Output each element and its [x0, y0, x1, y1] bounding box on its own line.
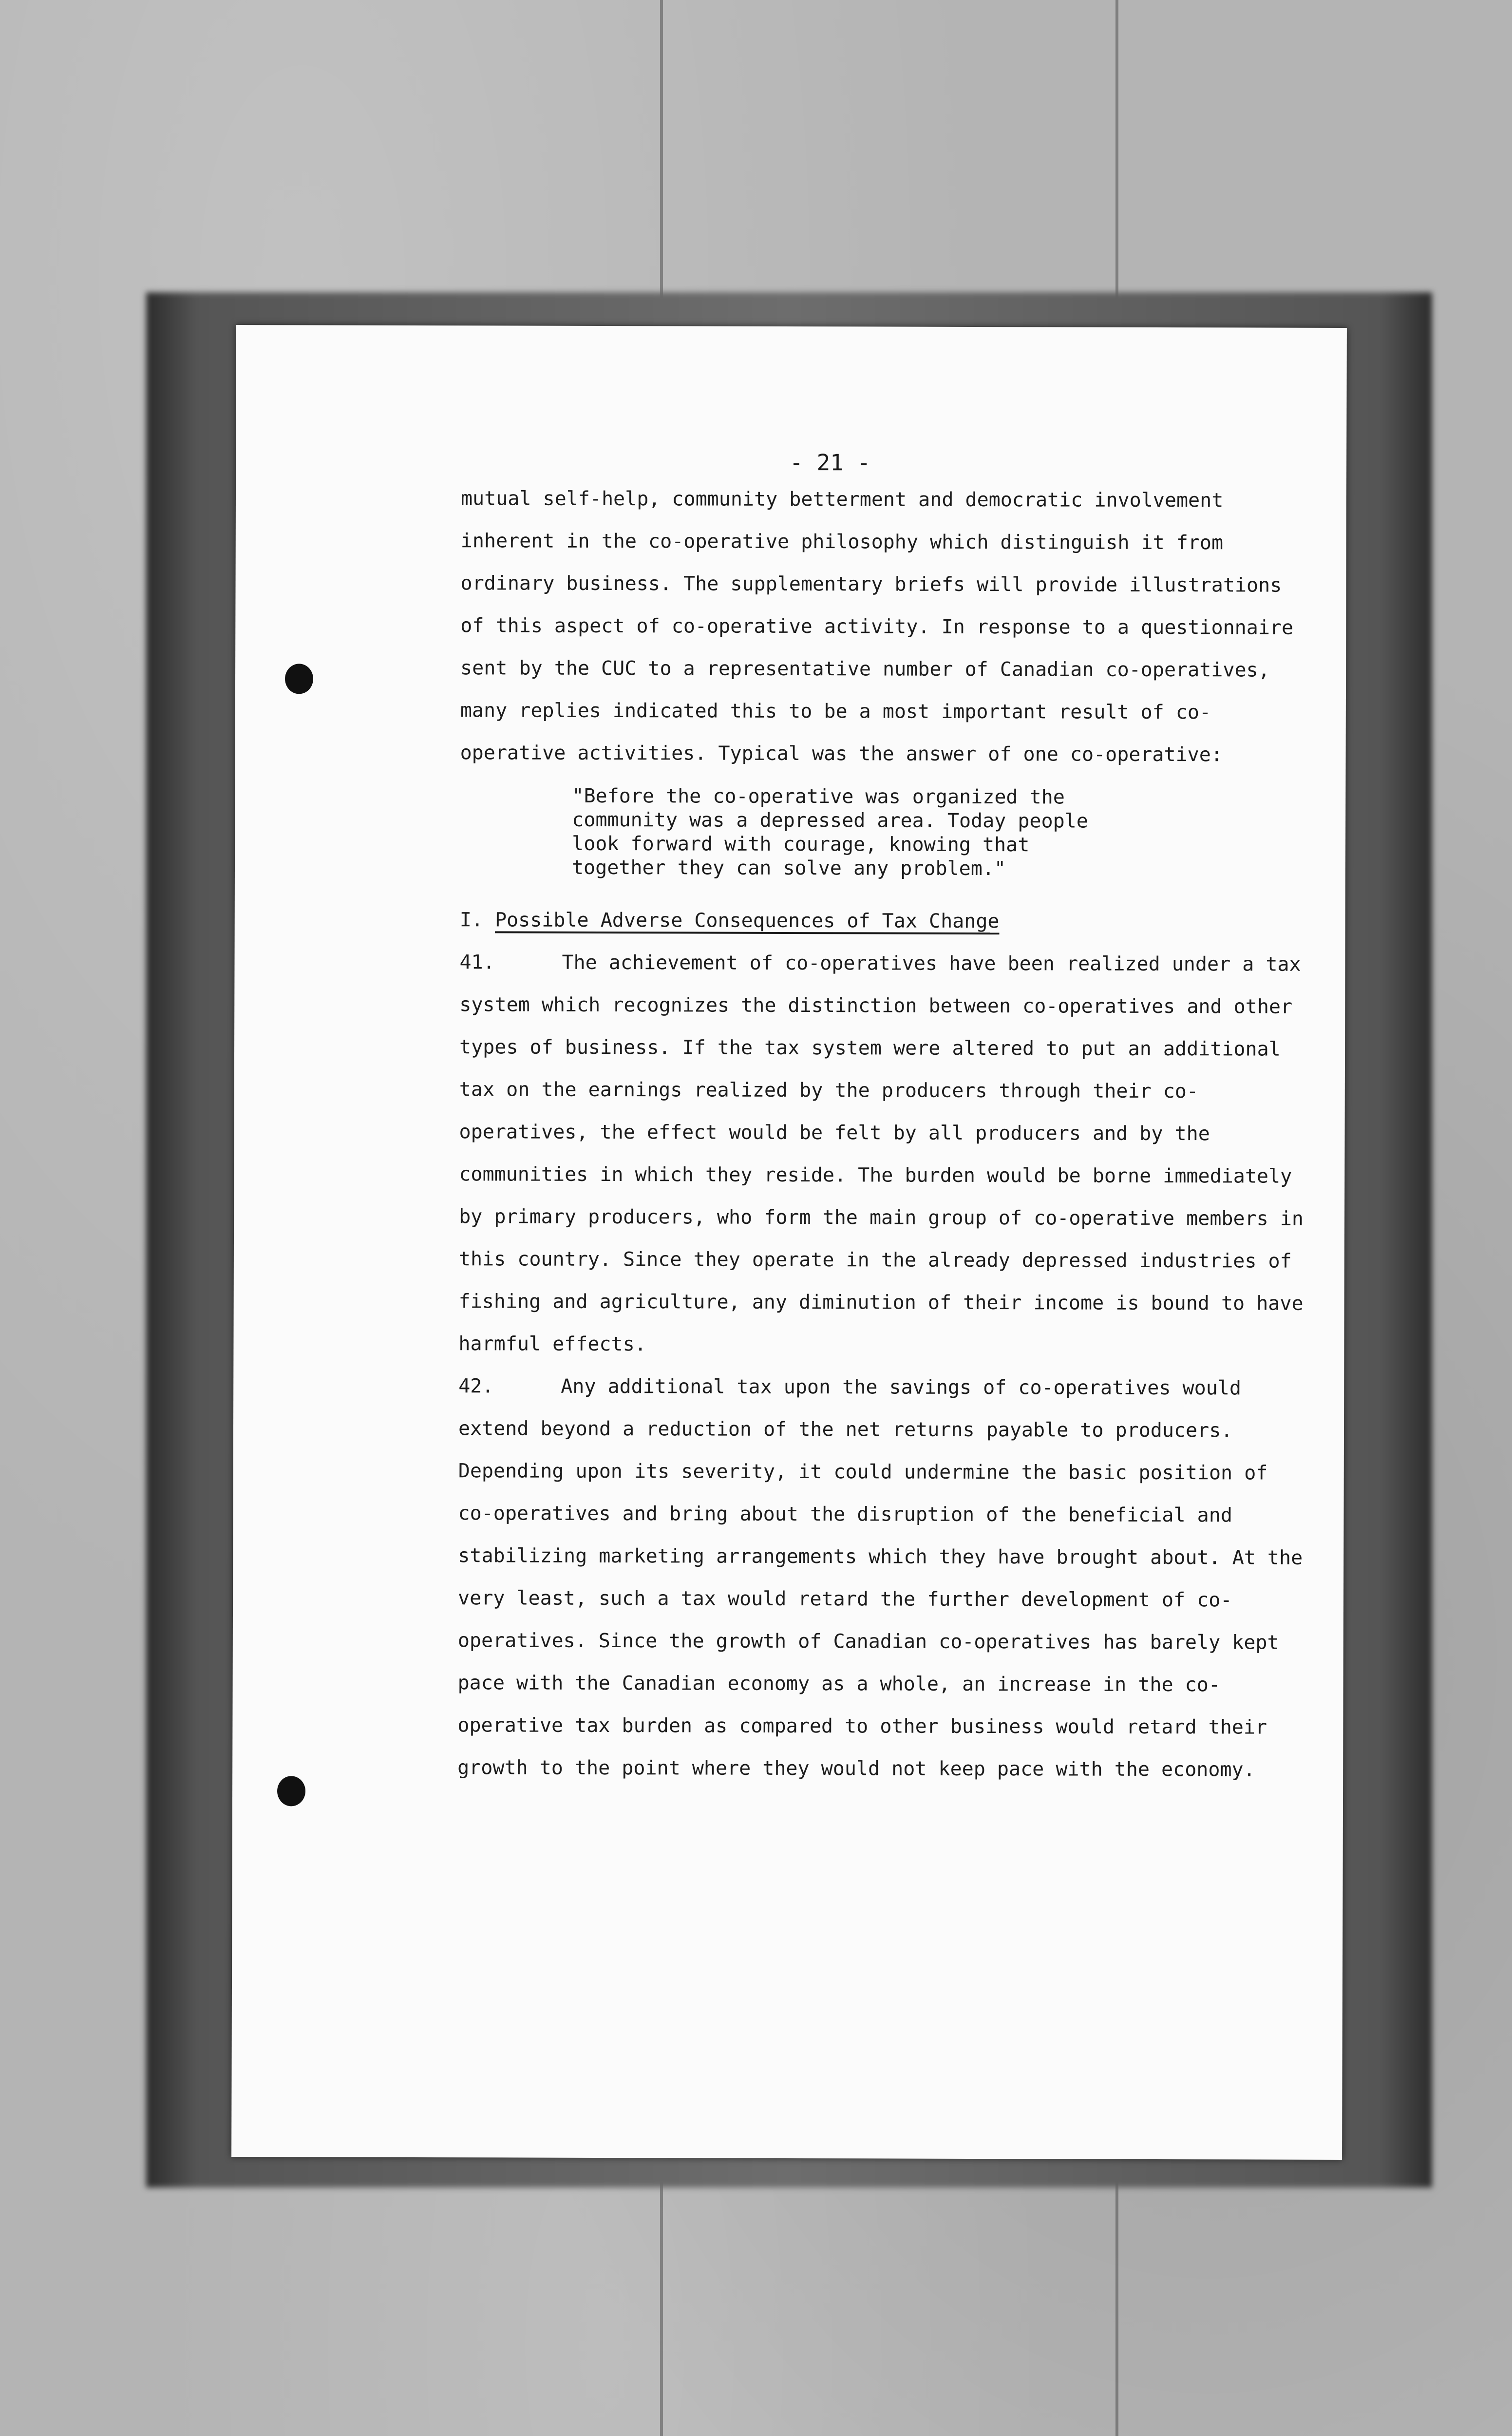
- numbered-paragraph: [458, 941, 1307, 1368]
- paragraph: mutual self-help, community betterment and democratic involvement inherent in the co-operative philosophy which distinguish it from ordinary business. The supplementary briefs will provide illustrations of this aspect of co-operative activity. In response to a questionnaire sent by the CUC to a representative number of Canadian co-operatives, many replies indicated this to be a most important result of co-operative activities. Typical was the answer of one co-operative:: [460, 487, 1294, 766]
- section-number: I.: [459, 909, 483, 932]
- paragraph-text: Any additional tax upon the savings of co-operatives would extend beyond a reduction of the net returns payable to producers. Depending upon its severity, it could undermine the basic position of co-operatives and bring about the disruption of the beneficial and stabilizing marketing arrangements which they have brought about. At the very least, such a tax would retard the further development of co-operatives. Since the growth of Canadian co-operatives has barely kept pace with the Canadian economy as a whole, an increase in the co-operative tax burden as compared to other business would retard their growth to the point where they would not keep pace with the economy.: [457, 1375, 1303, 1781]
- document-page: [231, 325, 1347, 2160]
- numbered-paragraph: [457, 1365, 1306, 1791]
- section-heading: [460, 899, 1307, 944]
- page-number: - 21 -: [790, 449, 871, 476]
- punch-hole: [285, 664, 313, 694]
- body-text: [457, 477, 1308, 1791]
- paragraph-number: 42.: [458, 1375, 494, 1398]
- punch-hole: [277, 1776, 305, 1806]
- section-title: Possible Adverse Consequences of Tax Change: [494, 909, 1000, 933]
- paragraph-number: 41.: [459, 951, 495, 974]
- block-quote: "Before the co-operative was organized the community was a depressed area. Today people look forward with courage, knowing that together they can solve any problem.": [571, 784, 1088, 880]
- paragraph-text: The achievement of co-operatives have been realized under a tax system which recognizes the distinction between co-operatives and other types of business. If the tax system were altered to put an additional tax on the earnings realized by the producers through their co-operatives, the effect would be felt by all producers and by the communities in which they reside. The burden would be borne immediately by primary producers, who form the main group of co-operative members in this country. Since they operate in the already depressed industries of fishing and agriculture, any diminution of their income is bound to have harmful effects.: [458, 951, 1304, 1356]
